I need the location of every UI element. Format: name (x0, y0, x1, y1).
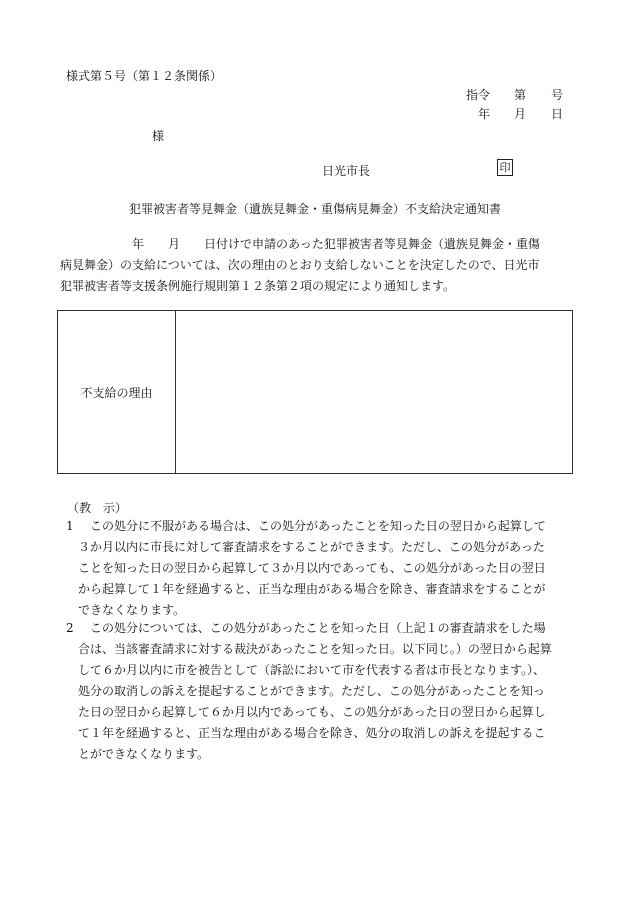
body-line: 病見舞金）の支給については、次の理由のとおり支給しないことを決定したので、日光市 (60, 258, 540, 272)
ref-number-label: 第 (514, 88, 527, 102)
reason-label: 不支給の理由 (58, 311, 176, 473)
notice-item-1 (66, 516, 576, 621)
notice-line: ３か月以内に市長に対して審査請求をすることができます。ただし、この処分があった (78, 540, 545, 554)
notice-item-2 (66, 618, 576, 765)
notice-line: この処分に不服がある場合は、この処分があったことを知った日の翌日から起算して (90, 519, 546, 533)
reason-content (176, 311, 572, 473)
notice-item-number: 2 (66, 621, 74, 635)
sender-name: 日光市長 (322, 164, 371, 178)
form-number: 様式第５号（第１２条関係） (66, 69, 223, 83)
notice-line: た日の翌日から起算して６か月以内であっても、この処分があった日の翌日から起算し (78, 705, 546, 719)
seal-mark: 印 (497, 159, 513, 176)
notice-line: できなくなります。 (78, 603, 186, 617)
reason-table (57, 310, 573, 474)
notice-line: ことを知った日の翌日から起算して３か月以内であっても、この処分があった日の翌日 (78, 561, 546, 575)
ref-label: 指令 (466, 88, 491, 102)
day-label: 日 (551, 107, 564, 121)
body-line: 犯罪被害者等支援条例施行規則第１２条第２項の規定により通知します。 (60, 279, 456, 293)
month-label: 月 (514, 107, 527, 121)
notice-line: から起算して１年を経過すると、正当な理由がある場合を除き、審査請求をすることが (78, 582, 546, 596)
notice-line: して６か月以内に市を被告として（訴訟において市を代表する者は市長となります。）、 (78, 663, 546, 677)
notice-line: この処分については、この処分があったことを知った日（上記１の審査請求をした場 (90, 621, 546, 635)
year-label: 年 (478, 107, 491, 121)
notice-line: 合は、当該審査請求に対する裁決があったことを知った日。以下同じ。）の翌日から起算 (78, 642, 552, 656)
ref-suffix: 号 (551, 88, 564, 102)
addressee-honorific: 様 (152, 129, 165, 143)
notice-item-number: 1 (66, 519, 74, 533)
body-line: 年 月 日付けで申請のあった犯罪被害者等見舞金（遺族見舞金・重傷 (60, 237, 540, 251)
notice-line: とができなくなります。 (78, 747, 210, 761)
document-title: 犯罪被害者等見舞金（遺族見舞金・重傷病見舞金）不支給決定通知書 (128, 202, 501, 216)
notice-line: 処分の取消しの訴えを提起することができます。ただし、この処分があったことを知っ (78, 684, 545, 698)
notice-line: て１年を経過すると、正当な理由がある場合を除き、処分の取消しの訴えを提起するこ (78, 726, 546, 740)
body-paragraph (60, 234, 576, 297)
notice-heading: （教 示） (67, 501, 128, 515)
